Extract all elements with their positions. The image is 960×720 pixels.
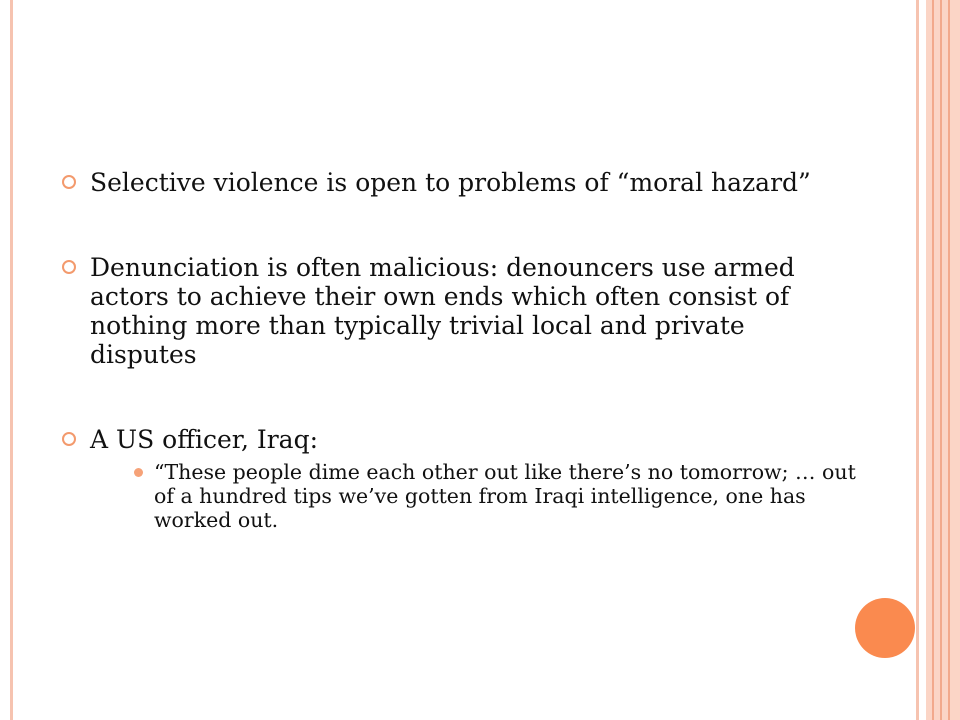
ring-bullet-icon <box>62 432 76 446</box>
dot-bullet-icon <box>134 468 143 477</box>
ring-bullet-icon <box>62 175 76 189</box>
sub-bullet-item <box>122 460 858 532</box>
bullet-text: Denunciation is often malicious: denouncers use armed actors to achieve their own ends which often consist of nothing more than typically trivial local and private disputes <box>90 253 795 369</box>
bullet-item <box>58 168 858 197</box>
accent-circle <box>855 598 915 658</box>
bullet-item <box>58 253 858 369</box>
sub-bullet-list <box>90 460 858 532</box>
bullet-text: Selective violence is open to problems of “moral hazard” <box>90 168 811 197</box>
right-frame-line <box>916 0 919 720</box>
side-decor-panel <box>926 0 960 720</box>
bullet-text: A US officer, Iraq: <box>90 425 319 454</box>
side-stripe <box>940 0 942 720</box>
bullet-item <box>58 425 858 532</box>
sub-bullet-text: “These people dime each other out like there’s no tomorrow; … out of a hundred tips we’ve gotten from Iraqi intelligence, one has worked out. <box>154 460 856 532</box>
side-stripe <box>948 0 950 720</box>
side-stripe <box>932 0 934 720</box>
ring-bullet-icon <box>62 260 76 274</box>
left-frame-line <box>10 0 13 720</box>
slide-content <box>58 168 858 532</box>
